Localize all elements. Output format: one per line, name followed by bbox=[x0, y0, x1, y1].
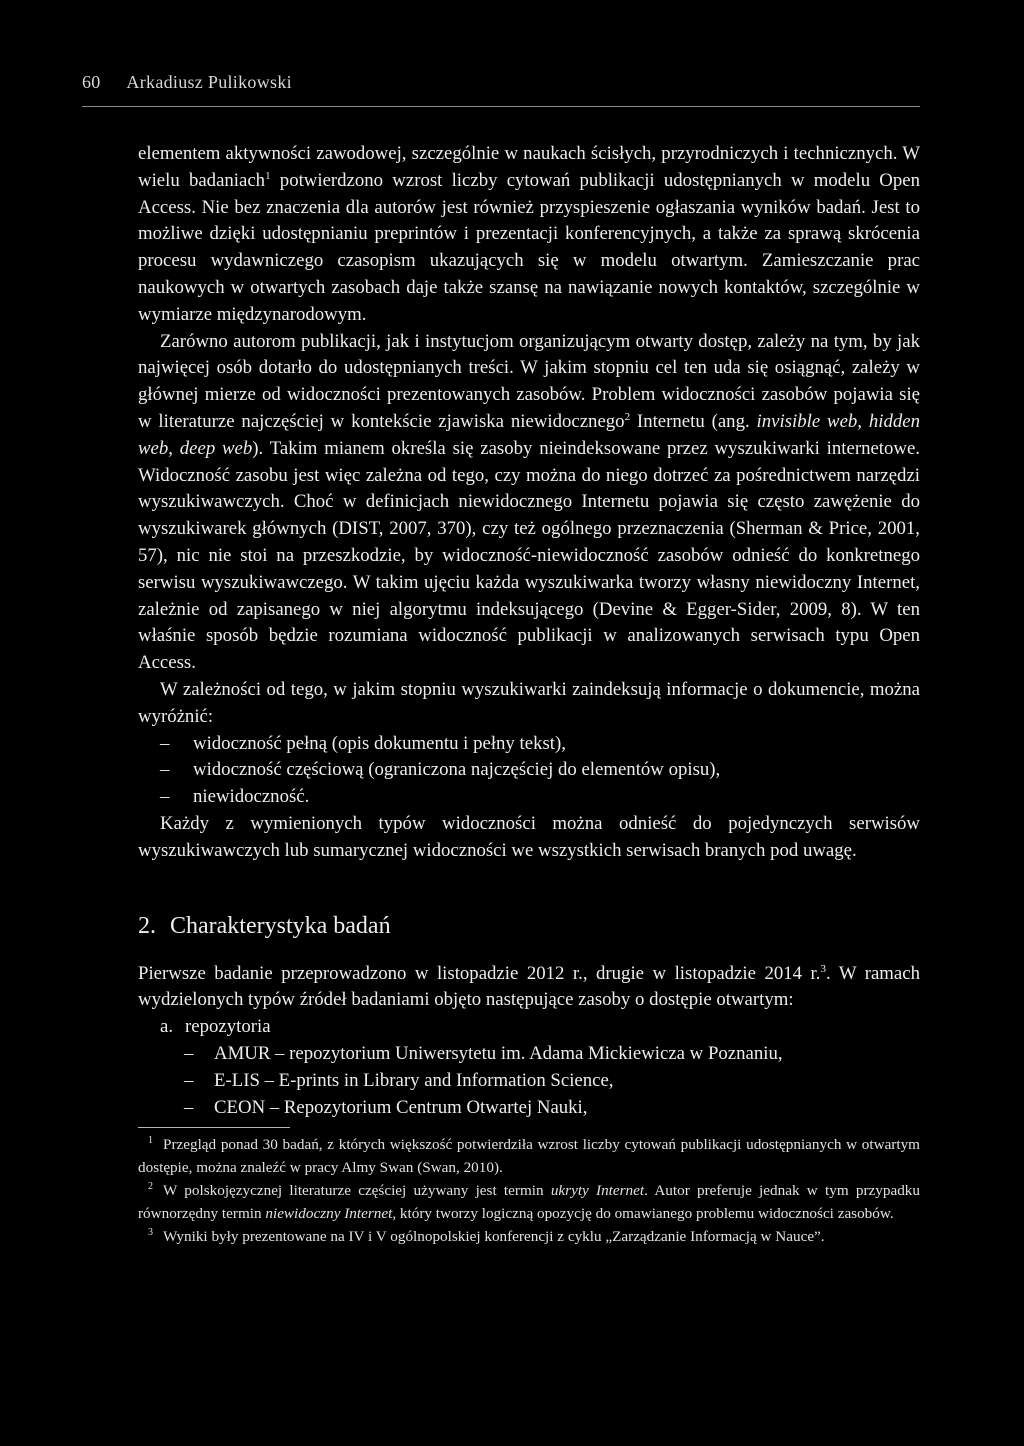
visibility-list bbox=[138, 731, 920, 811]
list-marker: a. bbox=[160, 1016, 174, 1038]
footnote-text: Przegląd ponad 30 badań, z których większość potwierdziła wzrost liczby cytowań publikacji udostępnianych w otwartym dostępie, można znaleźć w pracy Almy Swan (Swan, 2010). bbox=[138, 1136, 920, 1176]
text-run: W polskojęzycznej literaturze częściej używany jest termin bbox=[163, 1182, 551, 1199]
italic-term: niewidoczny Internet bbox=[265, 1205, 393, 1222]
repository-list bbox=[138, 1041, 920, 1121]
footnote-2 bbox=[138, 1179, 920, 1225]
footnote-1 bbox=[138, 1133, 920, 1179]
text-run: . Autor preferuje jednak w tym przypadku równorzędny termin bbox=[138, 1182, 920, 1222]
paragraph-4: Każdy z wymienionych typów widoczności można odnieść do pojedynczych serwisów wyszukiwawczych lub sumarycznej widoczności we wszystkich serwisach branych pod uwagę. bbox=[138, 812, 920, 861]
footnote-ref-1[interactable]: 1 bbox=[265, 169, 271, 182]
text-run: ). Takim mianem określa się zasoby nieindeksowane przez wyszukiwarki internetowe. Widoczność zasobu jest więc zależna od tego, czy można do niego dotrzeć za pośrednictwem narzędzi wyszukiwawczych. Choć w definicjach niewidocznego Internetu pojawia się często zawężenie do wyszukiwarek głównych (DIST, 2007, 370), czy też ogólnego przeznaczenia (Sherman & Price, 2001, 57), nic nie stoi na przeszkodzie, by widoczność-niewidoczność zasobów odnieść do konkretnego serwisu wyszukiwawczego. W takim ujęciu każda wyszukiwarka tworzy własny niewidoczny Internet, zależnie od zapisanego w niej algorytmu indeksującego (Devine & Egger-Sider, 2009, 8). W ten właśnie sposób będzie rozumiana widoczność publikacji w analizowanych serwisach typu Open Access. bbox=[138, 437, 921, 674]
footnote-mark: 2 bbox=[148, 1181, 153, 1192]
page-header bbox=[82, 72, 920, 93]
list-label: repozytoria bbox=[185, 1016, 271, 1038]
list-item-a bbox=[138, 1014, 920, 1041]
paragraph-3: W zależności od tego, w jakim stopniu wyszukiwarki zaindeksują informacje o dokumencie, można wyróżnić: bbox=[138, 678, 920, 727]
list-item: – niewidoczność. bbox=[138, 784, 920, 811]
footnote-rule bbox=[138, 1127, 290, 1128]
list-item: – AMUR – repozytorium Uniwersytetu im. Adama Mickiewicza w Poznaniu, bbox=[138, 1041, 920, 1068]
list-item: – widoczność częściową (ograniczona najczęściej do elementów opisu), bbox=[138, 757, 920, 784]
section-number: 2. bbox=[138, 912, 156, 939]
text-run: . W ramach wydzielonych typów źródeł badaniami objęto następujące zasoby o dostępie otwartym: bbox=[138, 962, 920, 1011]
footnote-ref-2[interactable]: 2 bbox=[624, 410, 631, 423]
page-number: 60 bbox=[82, 72, 101, 92]
list-item: – E-LIS – E-prints in Library and Information Science, bbox=[138, 1068, 920, 1095]
section-heading bbox=[138, 911, 920, 941]
italic-term: ukryty Internet bbox=[550, 1182, 645, 1199]
section-title: Charakterystyka badań bbox=[170, 912, 391, 939]
text-run: potwierdzono wzrost liczby cytowań publikacji udostępnianych w modelu Open Access. Nie bez znaczenia dla autorów jest również przyspieszenie ogłaszania wyników badań. Jest to możliwe dzięki udostępnianiu preprintów i prezentacji konferencyjnych, a także za sprawą skrócenia procesu wydawniczego czasopism ukazujących się w modelu otwartym. Zamieszczanie prac naukowych w otwartych zasobach daje także szansę na nawiązanie nowych kontaktów, szczególnie w wymiarze międzynarodowym. bbox=[138, 169, 920, 325]
text-run: Zarówno autorom publikacji, jak i instytucjom organizującym otwarty dostęp, zależy na tym, by jak najwięcej osób dotarło do udostępnianych treści. W jakim stopniu cel ten uda się osiągnąć, zależy w głównej mierze od widoczności prezentowanych zasobów. Problem widoczności zasobów pojawia się w literaturze najczęściej w kontekście zjawiska niewidocznego bbox=[138, 330, 920, 432]
list-item: – widoczność pełną (opis dokumentu i pełny tekst), bbox=[138, 731, 920, 758]
header-rule bbox=[82, 106, 920, 107]
section-paragraph bbox=[138, 961, 920, 1015]
text-run: , który tworzy logiczną opozycję do omawianego problemu widoczności zasobów. bbox=[392, 1205, 894, 1222]
paragraph-2 bbox=[138, 329, 920, 677]
italic-terms: invisible web, hidden web, deep web bbox=[138, 410, 920, 459]
running-head-author: Arkadiusz Pulikowski bbox=[126, 72, 292, 92]
text-run: Pierwsze badanie przeprowadzono w listopadzie 2012 r., drugie w listopadzie 2014 r. bbox=[138, 962, 821, 984]
text-run: elementem aktywności zawodowej, szczególnie w naukach ścisłych, przyrodniczych i technicznych. W wielu badaniach bbox=[138, 143, 920, 191]
list-item: – CEON – Repozytorium Centrum Otwartej Nauki, bbox=[138, 1095, 920, 1122]
footnote-mark: 3 bbox=[148, 1227, 153, 1238]
text-run: Internetu (ang. bbox=[630, 410, 757, 432]
footnote-3 bbox=[138, 1225, 920, 1248]
footnote-ref-3[interactable]: 3 bbox=[820, 962, 826, 975]
footnotes bbox=[138, 1133, 920, 1248]
paragraph-1 bbox=[138, 141, 920, 329]
main-text bbox=[138, 141, 920, 1121]
footnote-mark: 1 bbox=[148, 1135, 153, 1146]
footnote-text: Wyniki były prezentowane na IV i V ogólnopolskiej konferencji z cyklu „Zarządzanie Informacją w Nauce”. bbox=[163, 1228, 825, 1245]
